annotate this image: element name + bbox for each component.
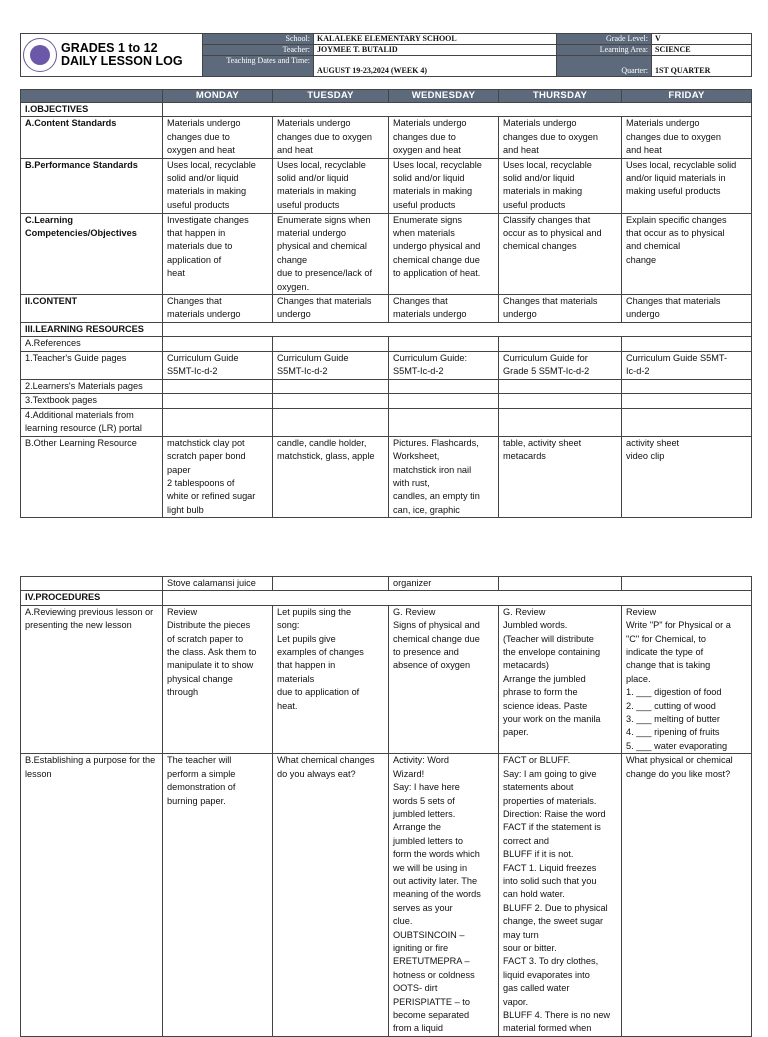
day-header-monday: MONDAY [163,90,273,103]
row-label-competencies: C.Learning Competencies/Objectives [21,213,163,294]
content-standards-wednesday: Materials undergo changes due to oxygen and heat [389,117,499,158]
other-resource-row [21,436,752,517]
references-tuesday [273,337,389,351]
additional-wednesday [389,408,499,436]
teacher-label: Teacher: [203,45,314,56]
textbook-row [21,394,752,408]
competencies-tuesday: Enumerate signs when material undergo physical and chemical change due to presence/lack of oxygen. [273,213,389,294]
other-resource-monday: matchstick clay pot scratch paper bond paper 2 tablespoons of white or refined sugar light bulb [163,436,273,517]
learners-materials-friday [622,379,752,393]
lesson-plan-table [20,89,752,518]
additional-materials-row [21,408,752,436]
content-standards-monday: Materials undergo changes due to oxygen and heat [163,117,273,158]
continuation-wednesday: organizer [389,577,499,591]
row-label-other-resource: B.Other Learning Resource [21,436,163,517]
reviewing-thursday: G. Review Jumbled words. (Teacher will distribute the envelope containing metacards) Arrange the jumbled phrase to form the science ideas. Paste your work on the manila paper. [499,605,622,753]
procedures-table [20,576,752,1037]
quarter-label: Quarter: [557,56,652,77]
competencies-thursday: Classify changes that occur as to physical and chemical changes [499,213,622,294]
teachers-guide-friday: Curriculum Guide S5MT- Ic-d-2 [622,351,752,379]
procedures-section-row [21,591,752,605]
grade-level-value: V [652,34,752,45]
other-resource-wednesday: Pictures. Flashcards, Worksheet, matchstick iron nail with rust, candles, an empty tin can, ice, graphic [389,436,499,517]
reviewing-friday: Review Write "P" for Physical or a "C" for Chemical, to indicate the type of change that is taking place. 1. ___ digestion of food 2. ___ cutting of wood 3. ___ melting of butter 4. ___ ripening of fruits 5. ___ water evaporating [622,605,752,753]
content-standards-row [21,117,752,158]
reviewing-row [21,605,752,753]
purpose-thursday: FACT or BLUFF. Say: I am going to give statements about properties of materials. Direction: Raise the word FACT if the statement is correct and BLUFF if it is not. FACT 1. Liquid freezes into solid such that you can hold water. BLUFF 2. Due to physical change, the sweet sugar may turn sour or bitter. FACT 3. To dry clothes, liquid evaporates into gas called water vapor. BLUFF 4. There is no new material formed when [499,754,622,1037]
row-label-references: A.References [21,337,163,351]
textbook-wednesday [389,394,499,408]
performance-standards-friday: Uses local, recyclable solid and/or liquid materials in making useful products [622,158,752,213]
learning-area-value: SCIENCE [652,45,752,56]
row-label-textbook: 3.Textbook pages [21,394,163,408]
competencies-wednesday: Enumerate signs when materials undergo physical and chemical change due to application of heat. [389,213,499,294]
purpose-friday: What physical or chemical change do you like most? [622,754,752,1037]
content-friday: Changes that materials undergo [622,295,752,323]
content-standards-tuesday: Materials undergo changes due to oxygen and heat [273,117,389,158]
continuation-row [21,577,752,591]
day-header-friday: FRIDAY [622,90,752,103]
performance-standards-monday: Uses local, recyclable solid and/or liquid materials in making useful products [163,158,273,213]
objectives-section-row [21,103,752,117]
row-label-additional-materials: 4.Additional materials from learning resource (LR) portal [21,408,163,436]
content-standards-friday: Materials undergo changes due to oxygen and heat [622,117,752,158]
competencies-monday: Investigate changes that happen in materials due to application of heat [163,213,273,294]
procedures-blank [163,591,752,605]
additional-tuesday [273,408,389,436]
references-friday [622,337,752,351]
continuation-friday [622,577,752,591]
row-label-teachers-guide: 1.Teacher's Guide pages [21,351,163,379]
learners-materials-monday [163,379,273,393]
references-row [21,337,752,351]
resources-blank [163,323,752,337]
performance-standards-thursday: Uses local, recyclable solid and/or liquid materials in making useful products [499,158,622,213]
day-header-thursday: THURSDAY [499,90,622,103]
section-content: II.CONTENT [21,295,163,323]
purpose-tuesday: What chemical changes do you always eat? [273,754,389,1037]
continuation-thursday [499,577,622,591]
content-wednesday: Changes that materials undergo [389,295,499,323]
textbook-tuesday [273,394,389,408]
references-monday [163,337,273,351]
day-header-wednesday: WEDNESDAY [389,90,499,103]
reviewing-wednesday: G. Review Signs of physical and chemical change due to presence and absence of oxygen [389,605,499,753]
textbook-monday [163,394,273,408]
continuation-tuesday [273,577,389,591]
teachers-guide-thursday: Curriculum Guide for Grade 5 S5MT-Ic-d-2 [499,351,622,379]
learners-materials-thursday [499,379,622,393]
section-learning-resources: III.LEARNING RESOURCES [21,323,163,337]
quarter-value: 1ST QUARTER [652,56,752,77]
performance-standards-row [21,158,752,213]
references-thursday [499,337,622,351]
teachers-guide-wednesday: Curriculum Guide: S5MT-Ic-d-2 [389,351,499,379]
additional-thursday [499,408,622,436]
teachers-guide-tuesday: Curriculum Guide S5MT-Ic-d-2 [273,351,389,379]
row-label-purpose: B.Establishing a purpose for the lesson [21,754,163,1037]
teacher-value: JOYMEE T. BUTALID [314,45,557,56]
content-thursday: Changes that materials undergo [499,295,622,323]
learners-materials-tuesday [273,379,389,393]
grade-level-label: Grade Level: [557,34,652,45]
purpose-monday: The teacher will perform a simple demonstration of burning paper. [163,754,273,1037]
log-title: GRADES 1 to 12 DAILY LESSON LOG [61,41,183,68]
section-objectives: I.OBJECTIVES [21,103,163,117]
other-resource-friday: activity sheet video clip [622,436,752,517]
row-label-reviewing: A.Reviewing previous lesson or presenting the new lesson [21,605,163,753]
row-label-performance-standards: B.Performance Standards [21,158,163,213]
section-procedures: IV.PROCEDURES [21,591,163,605]
textbook-thursday [499,394,622,408]
school-label: School: [203,34,314,45]
objectives-blank [163,103,752,117]
teaching-dates-value: AUGUST 19-23,2024 (WEEK 4) [314,56,557,77]
lesson-log-header [20,33,752,77]
other-resource-tuesday: candle, candle holder, matchstick, glass, apple [273,436,389,517]
row-label-content-standards: A.Content Standards [21,117,163,158]
content-tuesday: Changes that materials undergo [273,295,389,323]
additional-monday [163,408,273,436]
competencies-row [21,213,752,294]
reviewing-tuesday: Let pupils sing the song: Let pupils give examples of changes that happen in materials due to application of heat. [273,605,389,753]
header-logo-cell [21,34,203,77]
day-header-tuesday: TUESDAY [273,90,389,103]
continuation-label [21,577,163,591]
content-standards-thursday: Materials undergo changes due to oxygen and heat [499,117,622,158]
content-row [21,295,752,323]
teachers-guide-monday: Curriculum Guide S5MT-Ic-d-2 [163,351,273,379]
learners-materials-row [21,379,752,393]
resources-section-row [21,323,752,337]
learning-area-label: Learning Area: [557,45,652,56]
teachers-guide-row [21,351,752,379]
competencies-friday: Explain specific changes that occur as to physical and chemical change [622,213,752,294]
day-header-blank [21,90,163,103]
purpose-row [21,754,752,1037]
teaching-dates-label: Teaching Dates and Time: [203,56,314,77]
references-wednesday [389,337,499,351]
school-value: KALALEKE ELEMENTARY SCHOOL [314,34,557,45]
content-monday: Changes that materials undergo [163,295,273,323]
textbook-friday [622,394,752,408]
continuation-monday: Stove calamansi juice [163,577,273,591]
performance-standards-wednesday: Uses local, recyclable solid and/or liquid materials in making useful products [389,158,499,213]
other-resource-thursday: table, activity sheet metacards [499,436,622,517]
learners-materials-wednesday [389,379,499,393]
purpose-wednesday: Activity: Word Wizard! Say: I have here words 5 sets of jumbled letters. Arrange the jumbled letters to form the words which we will be using in out activity later. The meaning of the words serves as your clue. OUBTSINCOIN – igniting or fire ERETUTMEPRA – hotness or coldness OOTS- dirt PERISPIATTE – to become separated from a liquid [389,754,499,1037]
row-label-learners-materials: 2.Learners's Materials pages [21,379,163,393]
day-header-row [21,90,752,103]
reviewing-monday: Review Distribute the pieces of scratch paper to the class. Ask them to manipulate it to show physical change through [163,605,273,753]
additional-friday [622,408,752,436]
performance-standards-tuesday: Uses local, recyclable solid and/or liquid materials in making useful products [273,158,389,213]
deped-seal-icon [23,38,57,72]
